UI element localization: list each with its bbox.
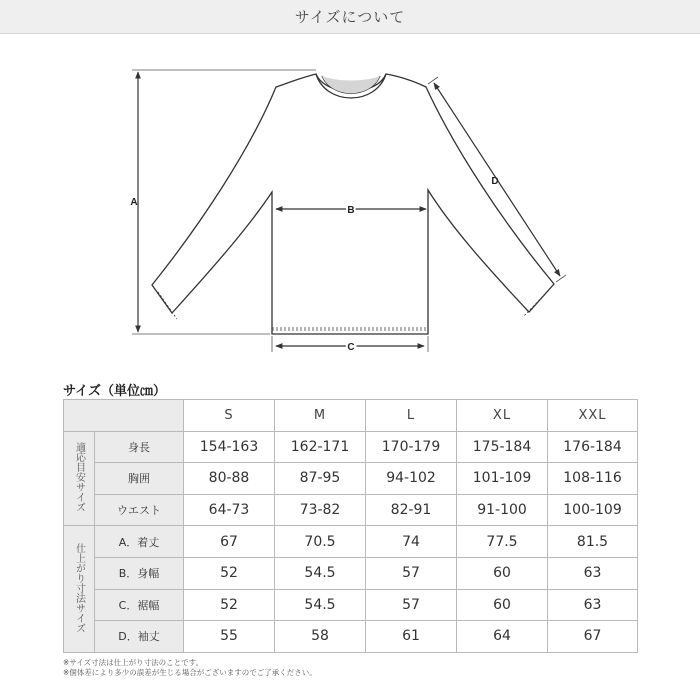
row-label: ウエスト [95, 494, 184, 526]
header-bar [0, 0, 700, 34]
table-cell: 60 [457, 557, 548, 589]
table-cell: 64-73 [184, 494, 275, 526]
row-label: 胸囲 [95, 463, 184, 495]
table-cell: 57 [366, 557, 457, 589]
table-cell: 58 [275, 621, 366, 653]
table-row [64, 557, 638, 589]
table-cell: 52 [184, 589, 275, 621]
notes [63, 658, 317, 678]
size-table-title: サイズ（単位㎝） [63, 384, 166, 399]
note-line: ※個体差により多少の誤差が生じる場合がございますのでご了承ください。 [63, 668, 317, 677]
table-cell: 176-184 [548, 431, 638, 463]
table-cell: 60 [457, 589, 548, 621]
row-label: D．袖丈 [95, 621, 184, 653]
table-cell: 63 [548, 589, 638, 621]
table-cell: 175-184 [457, 431, 548, 463]
table-corner [64, 400, 184, 432]
table-cell: 54.5 [275, 557, 366, 589]
table-cell: 64 [457, 621, 548, 653]
table-cell: 55 [184, 621, 275, 653]
table-cell: 94-102 [366, 463, 457, 495]
page-title: サイズについて [294, 8, 406, 26]
column-header-s: S [184, 400, 275, 432]
label-c: C [347, 342, 355, 353]
group-label-finished: 仕上がり寸法サイズ [64, 526, 95, 652]
table-row [64, 589, 638, 621]
note-line: ※サイズ寸法は仕上がり寸法のことです。 [63, 658, 204, 667]
table-cell: 100-109 [548, 494, 638, 526]
table-cell: 63 [548, 557, 638, 589]
column-header-xxl: XXL [548, 400, 638, 432]
row-label: 身長 [95, 431, 184, 463]
label-a: A [130, 197, 138, 208]
group-label-fit: 適応目安サイズ [64, 431, 95, 526]
column-header-l: L [366, 400, 457, 432]
row-label: C．裾幅 [95, 589, 184, 621]
table-cell: 170-179 [366, 431, 457, 463]
table-cell: 91-100 [457, 494, 548, 526]
table-row [64, 431, 638, 463]
table-row [64, 494, 638, 526]
table-cell: 52 [184, 557, 275, 589]
column-header-xl: XL [457, 400, 548, 432]
row-label: B．身幅 [95, 557, 184, 589]
table-cell: 67 [548, 621, 638, 653]
table-cell: 82-91 [366, 494, 457, 526]
dimension-a [132, 70, 316, 334]
table-cell: 73-82 [275, 494, 366, 526]
table-cell: 67 [184, 526, 275, 558]
table-header-row [64, 400, 638, 432]
table-cell: 87-95 [275, 463, 366, 495]
size-table [63, 399, 638, 653]
table-cell: 101-109 [457, 463, 548, 495]
label-d: D [491, 176, 499, 187]
table-cell: 54.5 [275, 589, 366, 621]
table-cell: 162-171 [275, 431, 366, 463]
table-row [64, 463, 638, 495]
label-b: B [347, 205, 355, 216]
table-cell: 70.5 [275, 526, 366, 558]
row-label: A．着丈 [95, 526, 184, 558]
table-cell: 108-116 [548, 463, 638, 495]
shirt-diagram [0, 34, 700, 364]
column-header-m: M [275, 400, 366, 432]
table-cell: 154-163 [184, 431, 275, 463]
table-cell: 61 [366, 621, 457, 653]
shirt-outline [152, 74, 554, 334]
table-row [64, 526, 638, 558]
table-cell: 57 [366, 589, 457, 621]
table-cell: 81.5 [548, 526, 638, 558]
table-row [64, 621, 638, 653]
table-cell: 80-88 [184, 463, 275, 495]
table-cell: 77.5 [457, 526, 548, 558]
collar-inner [322, 76, 380, 93]
table-cell: 74 [366, 526, 457, 558]
